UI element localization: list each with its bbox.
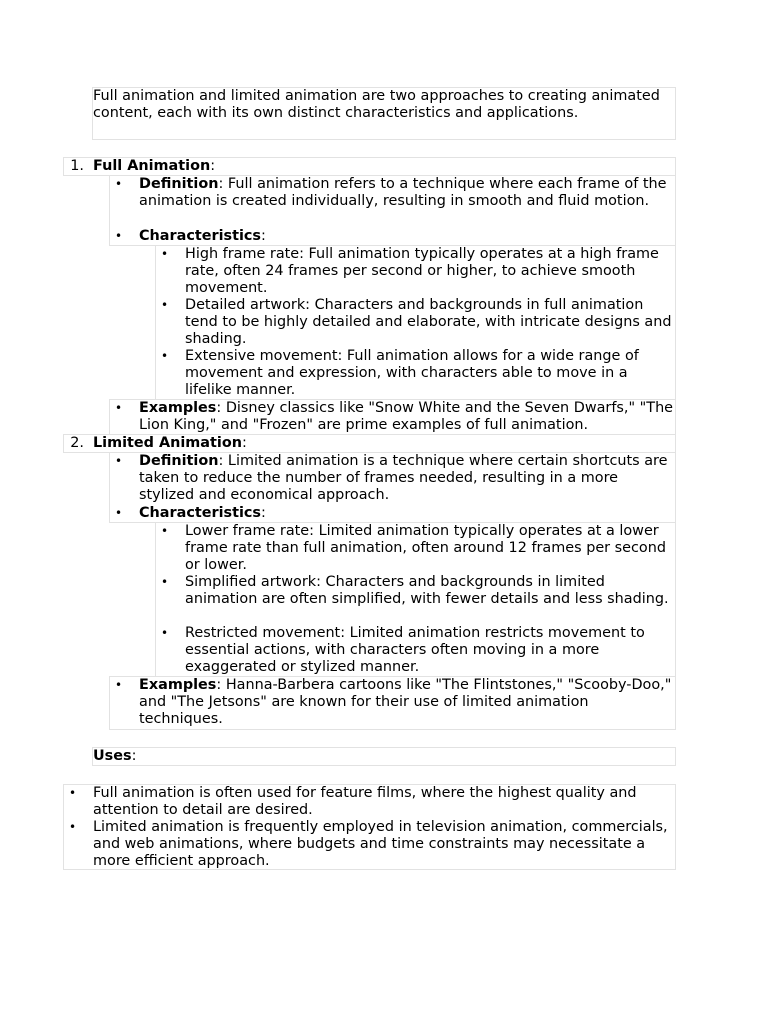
bullet-icon: • <box>161 575 169 589</box>
examples-label: Examples <box>139 677 217 693</box>
section-2-definition <box>139 453 675 505</box>
characteristics-label: Characteristics <box>139 505 261 521</box>
bullet-icon: • <box>115 678 123 692</box>
examples-text: : Disney classics like "Snow White and the Seven Dwarfs," "The Lion King," and "Frozen" are prime examples of full animation. <box>139 400 674 434</box>
definition-label: Definition <box>139 176 219 192</box>
section-1-examples <box>139 400 675 434</box>
list-item: Lower frame rate: Limited animation typically operates at a lower frame rate than full animation, often around 12 frames per second or lower. <box>185 523 666 574</box>
examples-text: : Hanna-Barbera cartoons like "The Flintstones," "Scooby-Doo," and "The Jetsons" are known for their use of limited animation techniques. <box>139 677 672 728</box>
section-1-definition <box>139 176 675 210</box>
bullet-icon: • <box>161 349 169 363</box>
definition-text: : Limited animation is a technique where certain shortcuts are taken to reduce the number of frames needed, resulting in a more stylized and economical approach. <box>139 453 668 504</box>
bullet-icon: • <box>161 524 169 538</box>
uses-header-box <box>92 747 676 766</box>
list-item: Full animation is often used for feature films, where the highest quality and attention to detail are desired. <box>93 785 637 819</box>
examples-label: Examples <box>139 400 217 416</box>
section-2-title-text: Limited Animation <box>93 435 242 451</box>
list-item: Simplified artwork: Characters and backgrounds in limited animation are often simplified, with fewer details and less shading. <box>185 574 669 608</box>
section-1-title-text: Full Animation <box>93 158 211 174</box>
section-1-characteristics-label: Characteristics: <box>139 228 266 244</box>
bullet-icon: • <box>115 229 123 243</box>
uses-heading: Uses: <box>93 748 137 764</box>
list-item: High frame rate: Full animation typically operates at a high frame rate, often 24 frames per second or higher, to achieve smooth movement. <box>185 246 659 297</box>
list-number-1: 1. <box>70 158 84 174</box>
bullet-icon: • <box>115 454 123 468</box>
list-item: Restricted movement: Limited animation restricts movement to essential actions, with characters often moving in a more exaggerated or stylized manner. <box>185 625 645 676</box>
definition-label: Definition <box>139 453 219 469</box>
section-2-characteristics-label: Characteristics: <box>139 505 266 521</box>
definition-text: : Full animation refers to a technique where each frame of the animation is created individually, resulting in smooth and fluid motion. <box>139 176 667 210</box>
bullet-icon: • <box>161 626 169 640</box>
list-item: Extensive movement: Full animation allows for a wide range of movement and expression, with characters able to move in a lifelike manner. <box>185 348 639 399</box>
bullet-icon: • <box>115 506 123 520</box>
section-2-title: Limited Animation: <box>93 435 247 451</box>
bullet-icon: • <box>161 247 169 261</box>
bullet-icon: • <box>161 298 169 312</box>
list-item: Detailed artwork: Characters and backgrounds in full animation tend to be highly detailed and elaborate, with intricate designs and shading. <box>185 297 672 348</box>
bullet-icon: • <box>69 820 77 834</box>
characteristics-label: Characteristics <box>139 228 261 244</box>
list-number-2: 2. <box>70 435 84 451</box>
section-1-title: Full Animation: <box>93 158 216 174</box>
intro-paragraph: Full animation and limited animation are two approaches to creating animated content, each with its own distinct characteristics and applications. <box>93 88 660 122</box>
uses-label: Uses <box>93 748 132 764</box>
bullet-icon: • <box>115 177 123 191</box>
section-2-examples <box>139 677 675 729</box>
list-item: Limited animation is frequently employed in television animation, commercials, and web animations, where budgets and time constraints may necessitate a more efficient approach. <box>93 819 668 870</box>
bullet-icon: • <box>69 786 77 800</box>
bullet-icon: • <box>115 401 123 415</box>
